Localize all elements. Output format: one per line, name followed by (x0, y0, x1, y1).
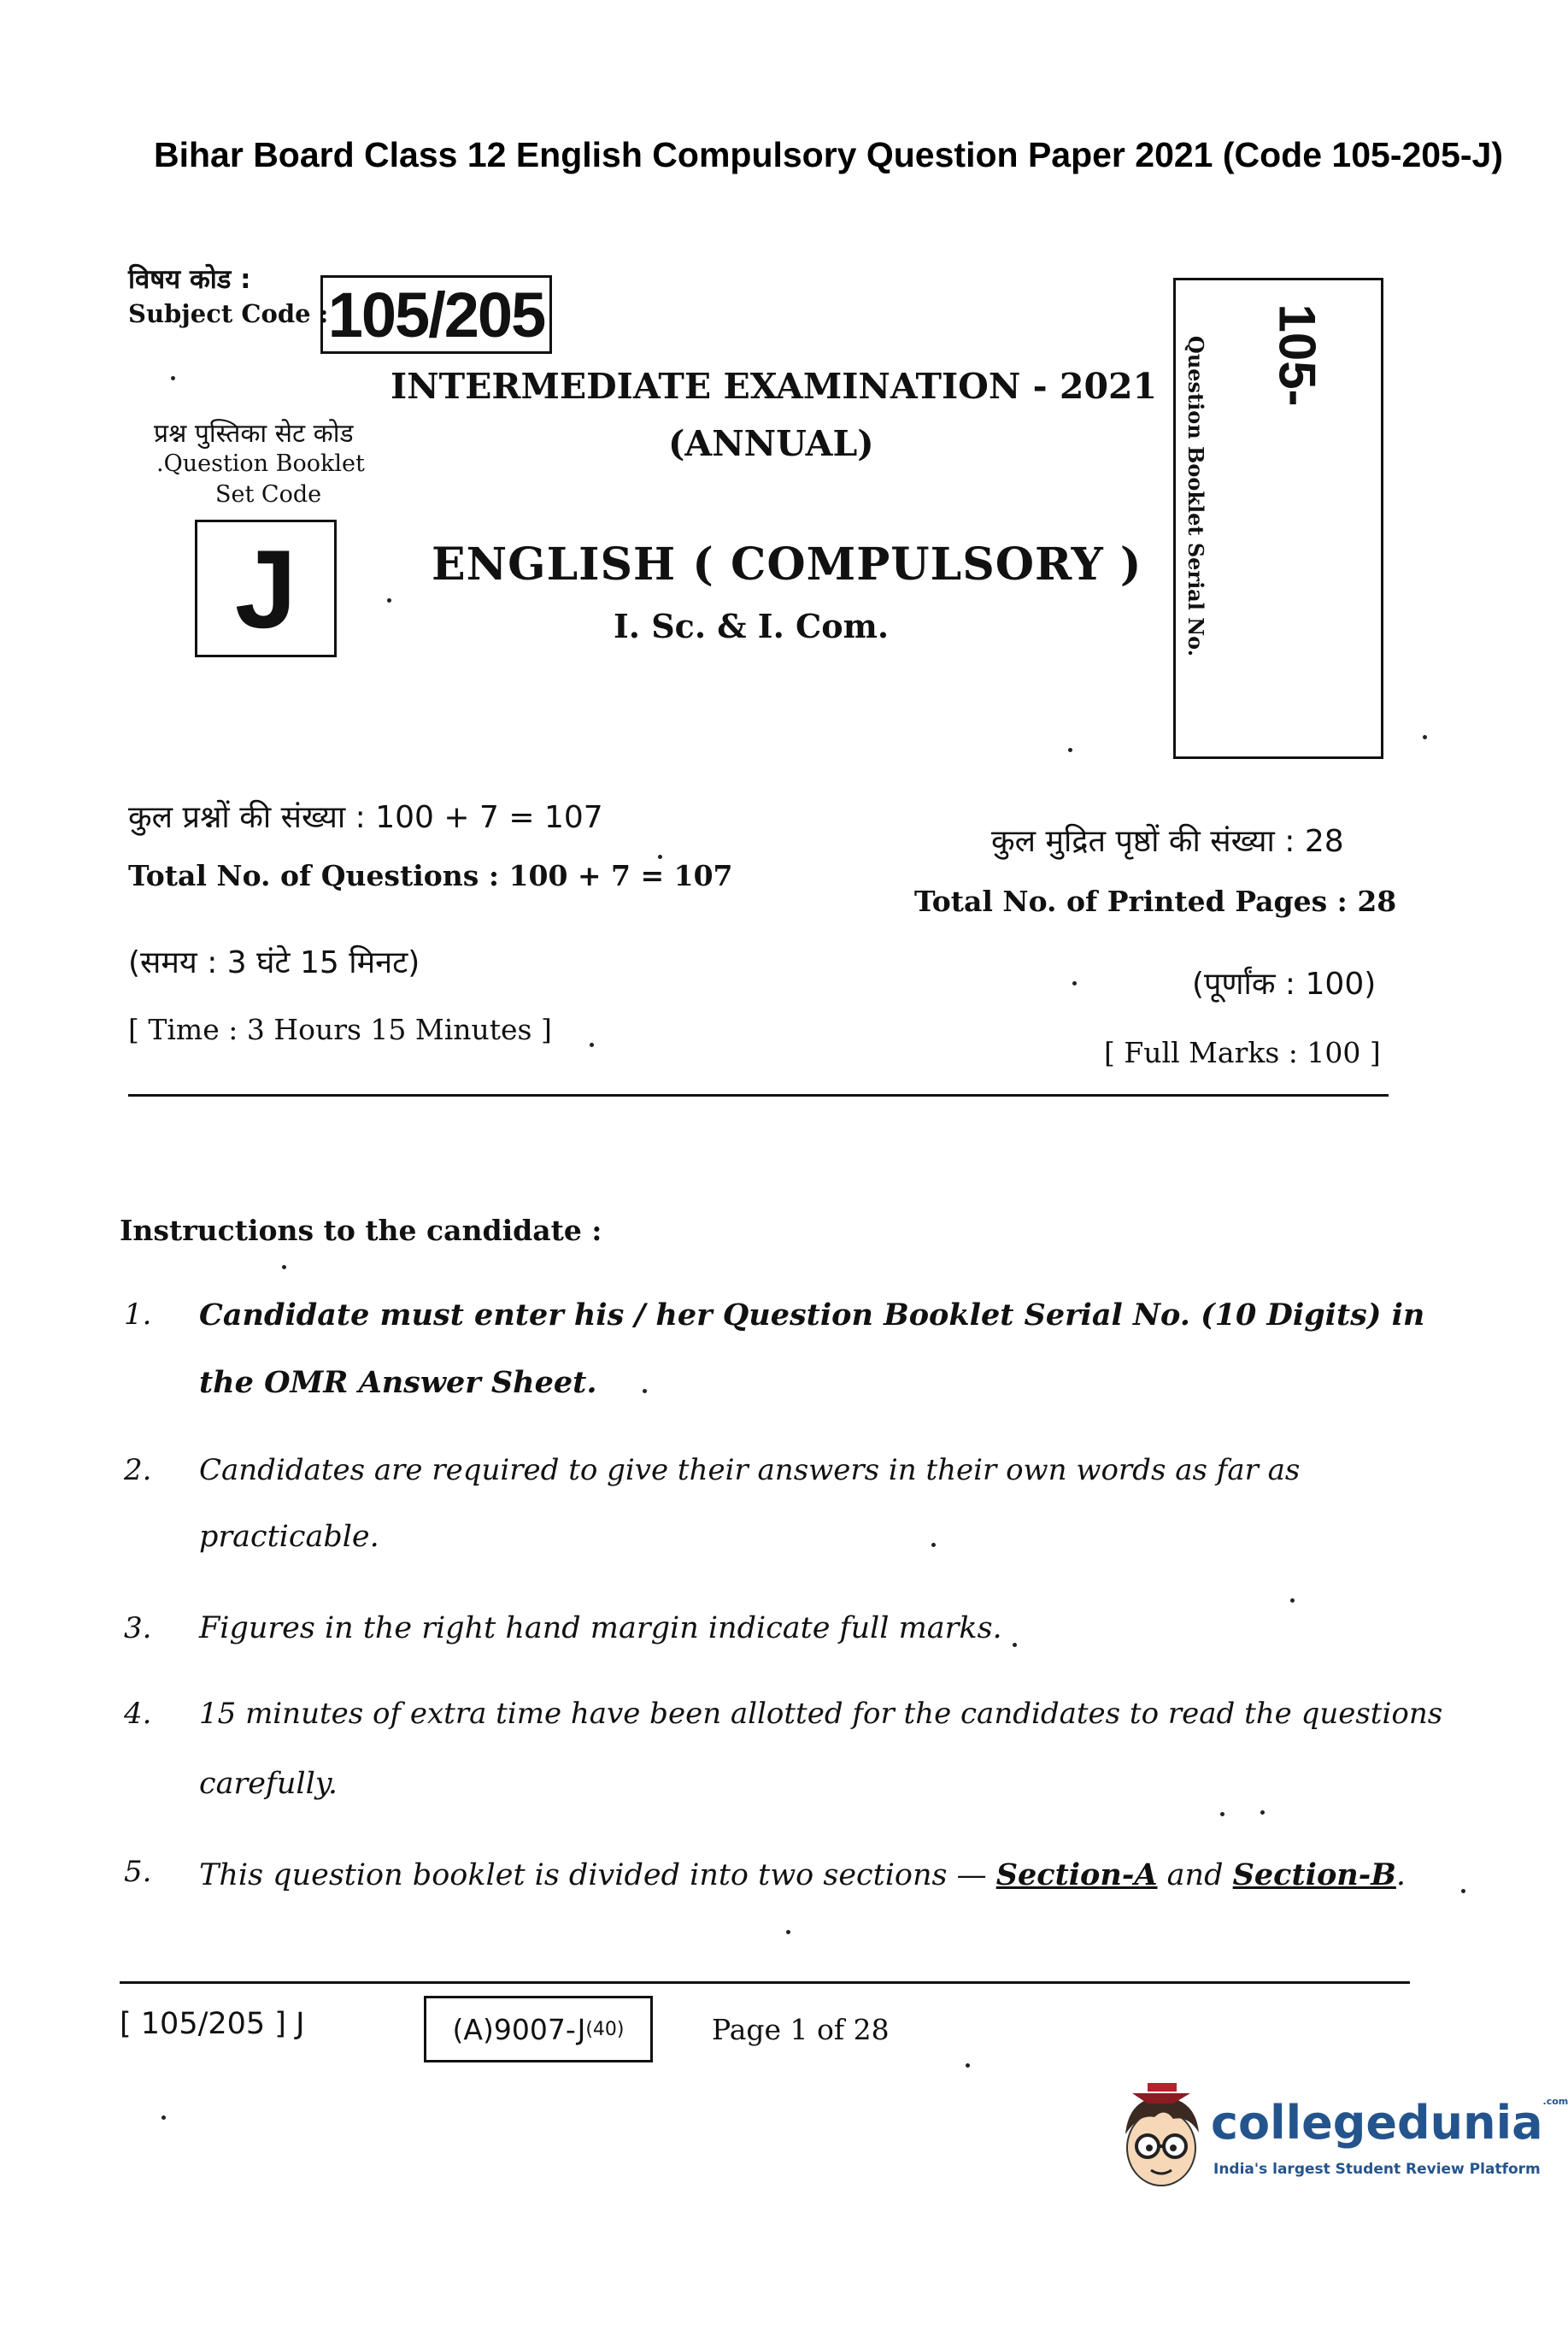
header-divider (128, 1094, 1389, 1097)
set-code-label-line1: .Question Booklet (156, 450, 365, 477)
instruction-4-line1: 15 minutes of extra time have been allotted for the candidates to read the questions (199, 1697, 1443, 1731)
set-code-label-hindi: प्रश्न पुस्तिका सेट कोड (154, 419, 354, 449)
marks-hindi: (पूर्णांक : 100) (1192, 967, 1377, 1002)
subject-code-label: Subject Code : (128, 299, 329, 328)
subject-title: ENGLISH ( COMPULSORY ) (432, 538, 1142, 591)
questions-count-hindi: कुल प्रश्नों की संख्या : 100 + 7 = 107 (128, 800, 603, 835)
instruction-number: 2. (124, 1453, 152, 1487)
instruction-5-text: This question booklet is divided into two sections — (199, 1858, 987, 1892)
marks-label: [ Full Marks : 100 ] (1104, 1036, 1381, 1069)
stream-label: I. Sc. & I. Com. (614, 607, 890, 645)
serial-number: 105- (1268, 303, 1326, 407)
document-title: Bihar Board Class 12 English Compulsory Question Paper 2021 (Code 105-205-J) (154, 135, 1504, 174)
subject-code-label-hindi: विषय कोड : (128, 264, 251, 295)
instruction-number: 3. (124, 1611, 152, 1645)
subject-code-box: 105/205 (320, 275, 552, 354)
questions-count: Total No. of Questions : 100 + 7 = 107 (128, 859, 733, 892)
instruction-5-and: and (1166, 1858, 1224, 1892)
instruction-5-line1 (199, 1857, 1406, 1892)
instruction-4-line2: carefully. (199, 1767, 338, 1801)
instruction-2-line1: Candidates are required to give their answers in their own words as far as (199, 1453, 1301, 1487)
instruction-5-end: . (1395, 1858, 1406, 1892)
instruction-number: 5. (124, 1855, 152, 1889)
collegedunia-mascot-icon (1113, 2081, 1209, 2192)
time-hindi: (समय : 3 घंटे 15 मिनट) (128, 945, 420, 980)
instruction-1-line1: Candidate must enter his / her Question Booklet Serial No. (10 Digits) in (199, 1297, 1425, 1333)
footer-divider (120, 1981, 1410, 1984)
time-label: [ Time : 3 Hours 15 Minutes ] (128, 1013, 552, 1046)
pages-count-hindi: कुल मुद्रित पृष्ठों की संख्या : 28 (991, 824, 1344, 859)
section-a-label: Section-A (995, 1857, 1158, 1892)
logo-suffix: .com (1542, 2096, 1568, 2107)
page-number: Page 1 of 28 (712, 2013, 890, 2046)
logo-tagline: India's largest Student Review Platform (1213, 2161, 1541, 2178)
footer-code-box: (A)9007-J (40) (424, 1996, 653, 2062)
logo-name: collegedunia (1211, 2096, 1543, 2150)
collegedunia-wordmark (1211, 2096, 1568, 2150)
set-code-box: J (195, 520, 337, 657)
pages-count: Total No. of Printed Pages : 28 (914, 885, 1397, 918)
instruction-2-line2: practicable. (199, 1520, 379, 1554)
instructions-heading: Instructions to the candidate : (120, 1214, 602, 1247)
instruction-number: 1. (124, 1297, 152, 1332)
instruction-number: 4. (124, 1697, 152, 1731)
instruction-3-line1: Figures in the right hand margin indicate full marks. (199, 1611, 1002, 1645)
instruction-1-line2: the OMR Answer Sheet. (199, 1365, 597, 1400)
exam-session: (ANNUAL) (668, 423, 874, 464)
footer-code: [ 105/205 ] J (120, 2007, 305, 2041)
serial-number-label: Question Booklet Serial No. (1183, 335, 1209, 656)
set-code-label-line2: Set Code (215, 481, 322, 508)
exam-title: INTERMEDIATE EXAMINATION - 2021 (391, 366, 1158, 407)
section-b-label: Section-B (1232, 1857, 1396, 1892)
